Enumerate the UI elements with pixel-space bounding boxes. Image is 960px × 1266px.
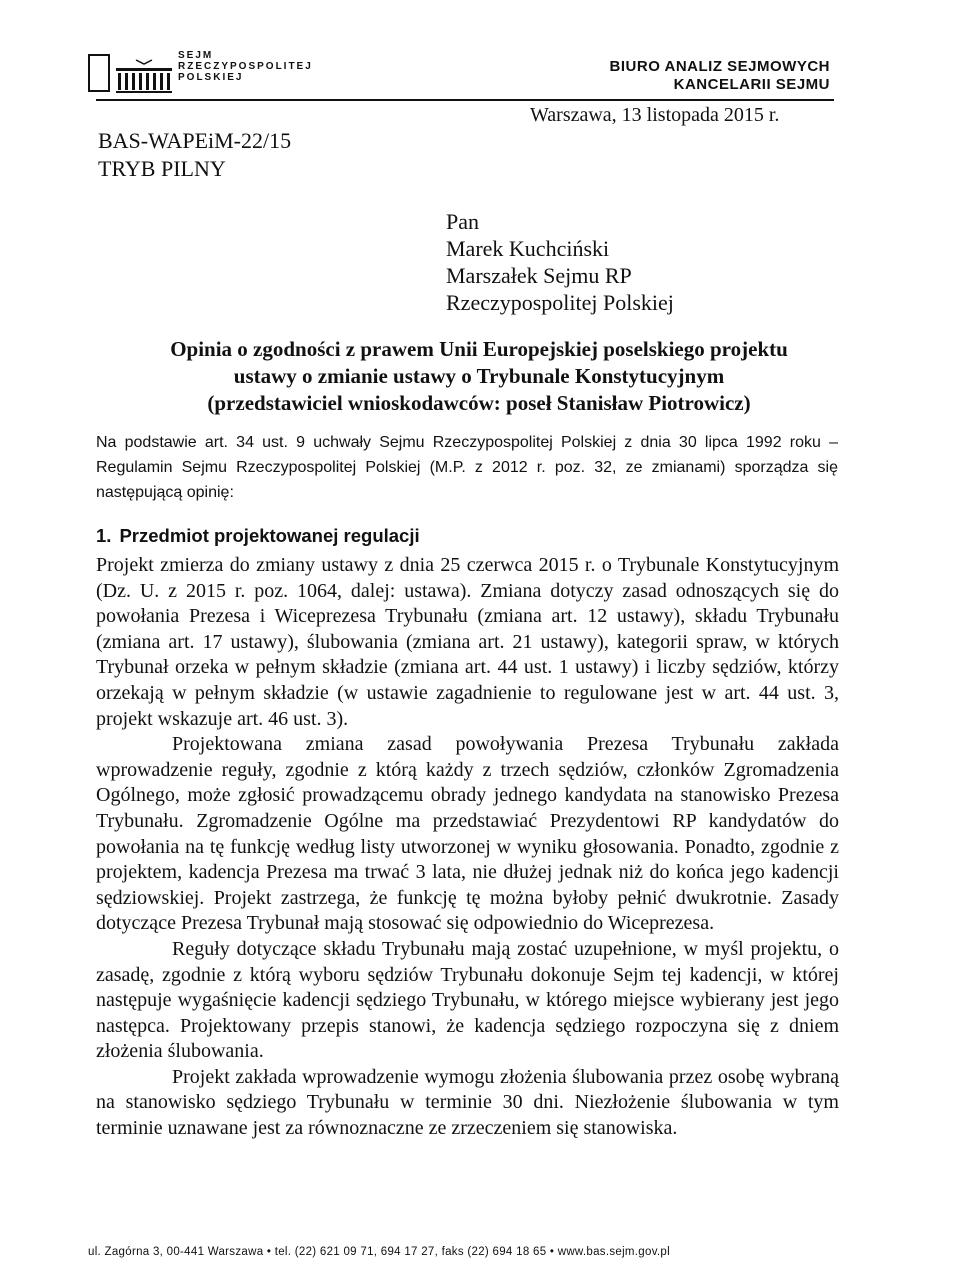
addressee-block: [446, 208, 674, 316]
title-line: ustawy o zmianie ustawy o Trybunale Konstytucyjnym: [233, 364, 725, 388]
body-paragraph: Reguły dotyczące składu Trybunału mają zostać uzupełnione, w myśl projektu, o zasadę, zgodnie z którą wyboru sędziów Trybunału dokonuje Sejm tej kadencji, w której następuje wygaśnięcie kadencji sędziego Trybunału, w którego miejsce wybierany jest jego następca. Projektowany przepis stanowi, że kadencja sędziego rozpoczyna się z dniem złożenia ślubowania.: [96, 937, 839, 1063]
sejm-logo: [88, 50, 388, 100]
intro-paragraph: Na podstawie art. 34 ust. 9 uchwały Sejmu Rzeczypospolitej Polskiej z dnia 30 lipca 1992 roku – Regulamin Sejmu Rzeczypospolitej Polskiej (M.P. z 2012 r. poz. 32, ze zmianami) sporządza się następującą opinię:: [96, 434, 838, 501]
header-rule: [96, 99, 834, 101]
document-date: Warszawa, 13 listopada 2015 r.: [530, 104, 780, 126]
section-title: Przedmiot projektowanej regulacji: [119, 525, 420, 546]
title-line: Opinia o zgodności z prawem Unii Europejskiej poselskiego projektu: [170, 337, 788, 361]
body-paragraph: Projekt zmierza do zmiany ustawy z dnia 25 czerwca 2015 r. o Trybunale Konstytucyjnym (Dz. U. z 2015 r. poz. 1064, dalej: ustawa). Zmiana dotyczy zasad odnoszących się do powołania Prezesa i Wiceprezesa Trybunału (zmiana art. 12 ustawy), składu Trybunału (zmiana art. 17 ustawy), ślubowania (zmiana art. 21 ustawy), kategorii spraw, w których Trybunał orzeka w pełnym składzie (zmiana art. 44 ust. 1 ustawy) i liczby sędziów, którzy orzekają w pełnym składzie (w ustawie zagadnienie to regulowane jest w art. 44 ust. 3, projekt wskazuje art. 46 ust. 3).: [96, 554, 839, 730]
organization-name: [610, 58, 830, 94]
logo-text: SEJM RZECZYPOSPOLITEJ POLSKIEJ: [178, 50, 313, 83]
title-line: (przedstawiciel wnioskodawców: poseł Stanisław Piotrowicz): [207, 391, 751, 415]
reference-block: [98, 127, 291, 183]
addressee-line: Marek Kuchciński: [446, 236, 610, 261]
body-paragraph: Projektowana zmiana zasad powoływania Prezesa Trybunału zakłada wprowadzenie reguły, zgodnie z którą każdy z trzech sędziów, członków Zgromadzenia Ogólnego, może zgłosić prowadzącemu obrady jednego kandydata na stanowisko Prezesa Trybunału. Zgromadzenie Ogólne ma przedstawiać Prezydentowi RP kandydatów do powołania na tę funkcję według listy utworzonej w wyniku głosowania. Ponadto, zgodnie z projektem, kadencja Prezesa ma trwać 3 lata, nie dłużej jednak niż do końca jego kadencji sędziowskiej. Projekt zastrzega, że funkcję tę można byłoby pełnić dwukrotnie. Zasady dotyczące Prezesa Trybunał mają stosować się odpowiednio do Wiceprezesa.: [96, 733, 839, 935]
addressee-line: Marszałek Sejmu RP: [446, 263, 632, 288]
org-line-1: BIURO ANALIZ SEJMOWYCH: [609, 58, 830, 75]
page-footer: ul. Zagórna 3, 00-441 Warszawa • tel. (22) 621 09 71, 694 17 27, faks (22) 694 18 65 • www.bas.sejm.gov.pl: [88, 1246, 670, 1258]
logo-frame-icon: [88, 54, 110, 92]
section-heading: [96, 525, 428, 547]
addressee-line: Rzeczypospolitej Polskiej: [446, 290, 674, 315]
document-title: [114, 336, 844, 417]
reference-number: BAS-WAPEiM-22/15: [98, 128, 292, 153]
section-number: 1.: [96, 525, 112, 546]
body-paragraph: Projekt zakłada wprowadzenie wymogu złożenia ślubowania przez osobę wybraną na stanowisko sędziego Trybunału w terminie 30 dni. Niezłożenie ślubowania w tym terminie uznawane jest za równoznaczne ze zrzeczeniem się stanowiska.: [96, 1065, 839, 1140]
columns-icon: [114, 58, 174, 94]
addressee-line: Pan: [446, 209, 479, 234]
section-body: [96, 553, 839, 1142]
urgency-mode: TRYB PILNY: [98, 156, 226, 181]
org-line-2: KANCELARII SEJMU: [673, 76, 830, 93]
